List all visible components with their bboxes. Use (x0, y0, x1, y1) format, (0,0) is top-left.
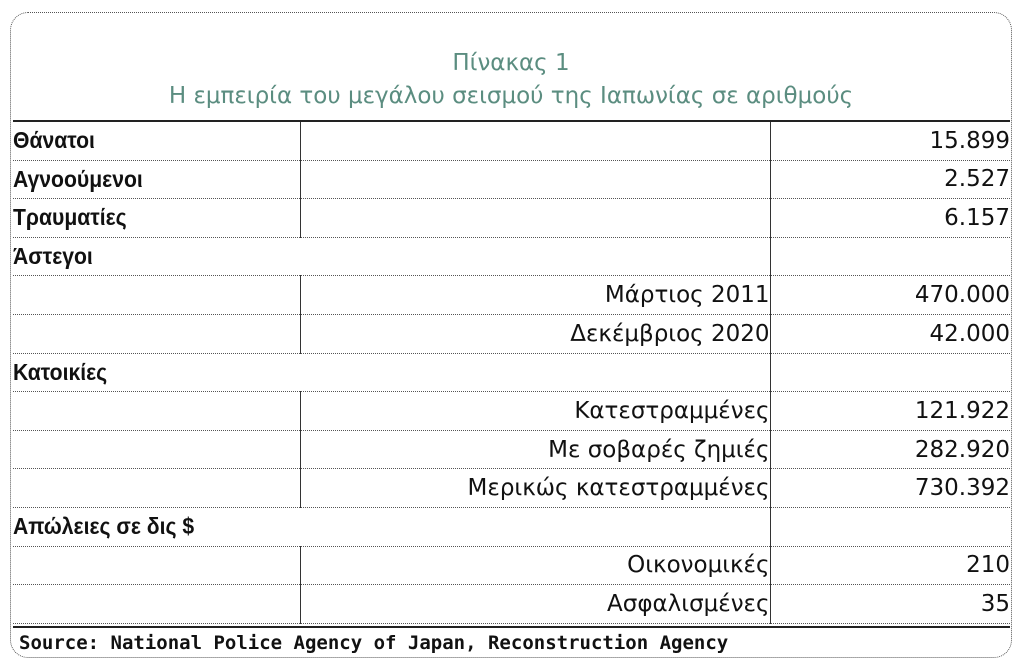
row-label: Απώλειες σε δις $ (13, 507, 300, 546)
table-row-homeless-header (13, 237, 1010, 276)
table-row-missing (13, 160, 1010, 199)
sub-row-label: Ασφαλισμένες (300, 585, 770, 624)
row-value: 121.922 (770, 392, 1010, 431)
empty-cell (13, 314, 300, 353)
table-row-houses-severe-damage (13, 430, 1010, 469)
row-value: 730.392 (770, 469, 1010, 508)
empty-cell (13, 585, 300, 624)
table-row-deaths (13, 121, 1010, 160)
empty-cell (770, 237, 1010, 276)
sub-row-label: Με σοβαρές ζημιές (300, 430, 770, 469)
earthquake-stats-table (13, 120, 1010, 624)
sub-row-label: Δεκέμβριος 2020 (300, 314, 770, 353)
row-label: Τραυματίες (13, 199, 300, 238)
table-row-losses-insured (13, 585, 1010, 624)
table-row-losses-economic (13, 546, 1010, 585)
table-row-homeless-march-2011 (13, 276, 1010, 315)
table-row-injured (13, 199, 1010, 238)
empty-cell (300, 199, 770, 238)
row-value: 282.920 (770, 430, 1010, 469)
table-row-losses-header (13, 507, 1010, 546)
row-value: 2.527 (770, 160, 1010, 199)
row-value: 35 (770, 585, 1010, 624)
row-label: Κατοικίες (13, 353, 300, 392)
table-frame (10, 12, 1012, 658)
row-value: 210 (770, 546, 1010, 585)
sub-row-label: Οικονομικές (300, 546, 770, 585)
row-value: 470.000 (770, 276, 1010, 315)
row-value: 42.000 (770, 314, 1010, 353)
table-row-houses-destroyed (13, 392, 1010, 431)
table-caption: Η εμπειρία του μεγάλου σεισμού της Ιαπωνίας σε αριθμούς (168, 83, 854, 109)
table-row-houses-header (13, 353, 1010, 392)
empty-cell (13, 546, 300, 585)
empty-cell (770, 353, 1010, 392)
empty-cell (300, 507, 770, 546)
empty-cell (300, 121, 770, 160)
empty-cell (13, 430, 300, 469)
empty-cell (300, 353, 770, 392)
sub-row-label: Κατεστραμμένες (300, 392, 770, 431)
sub-row-label: Μερικώς κατεστραμμένες (300, 469, 770, 508)
table-number: Πίνακας 1 (452, 50, 570, 76)
row-value: 6.157 (770, 199, 1010, 238)
empty-cell (13, 276, 300, 315)
sub-row-label: Μάρτιος 2011 (300, 276, 770, 315)
row-value: 15.899 (770, 121, 1010, 160)
table-title (11, 47, 1011, 113)
table-row-homeless-december-2020 (13, 314, 1010, 353)
row-label: Θάνατοι (13, 121, 300, 160)
empty-cell (13, 469, 300, 508)
empty-cell (770, 507, 1010, 546)
empty-cell (300, 237, 770, 276)
row-label: Αγνοούμενοι (13, 160, 300, 199)
empty-cell (13, 392, 300, 431)
row-label: Άστεγοι (13, 237, 300, 276)
source-note: Source: National Police Agency of Japan, Reconstruction Agency (13, 626, 1010, 658)
empty-cell (300, 160, 770, 199)
table-row-houses-partially-destroyed (13, 469, 1010, 508)
